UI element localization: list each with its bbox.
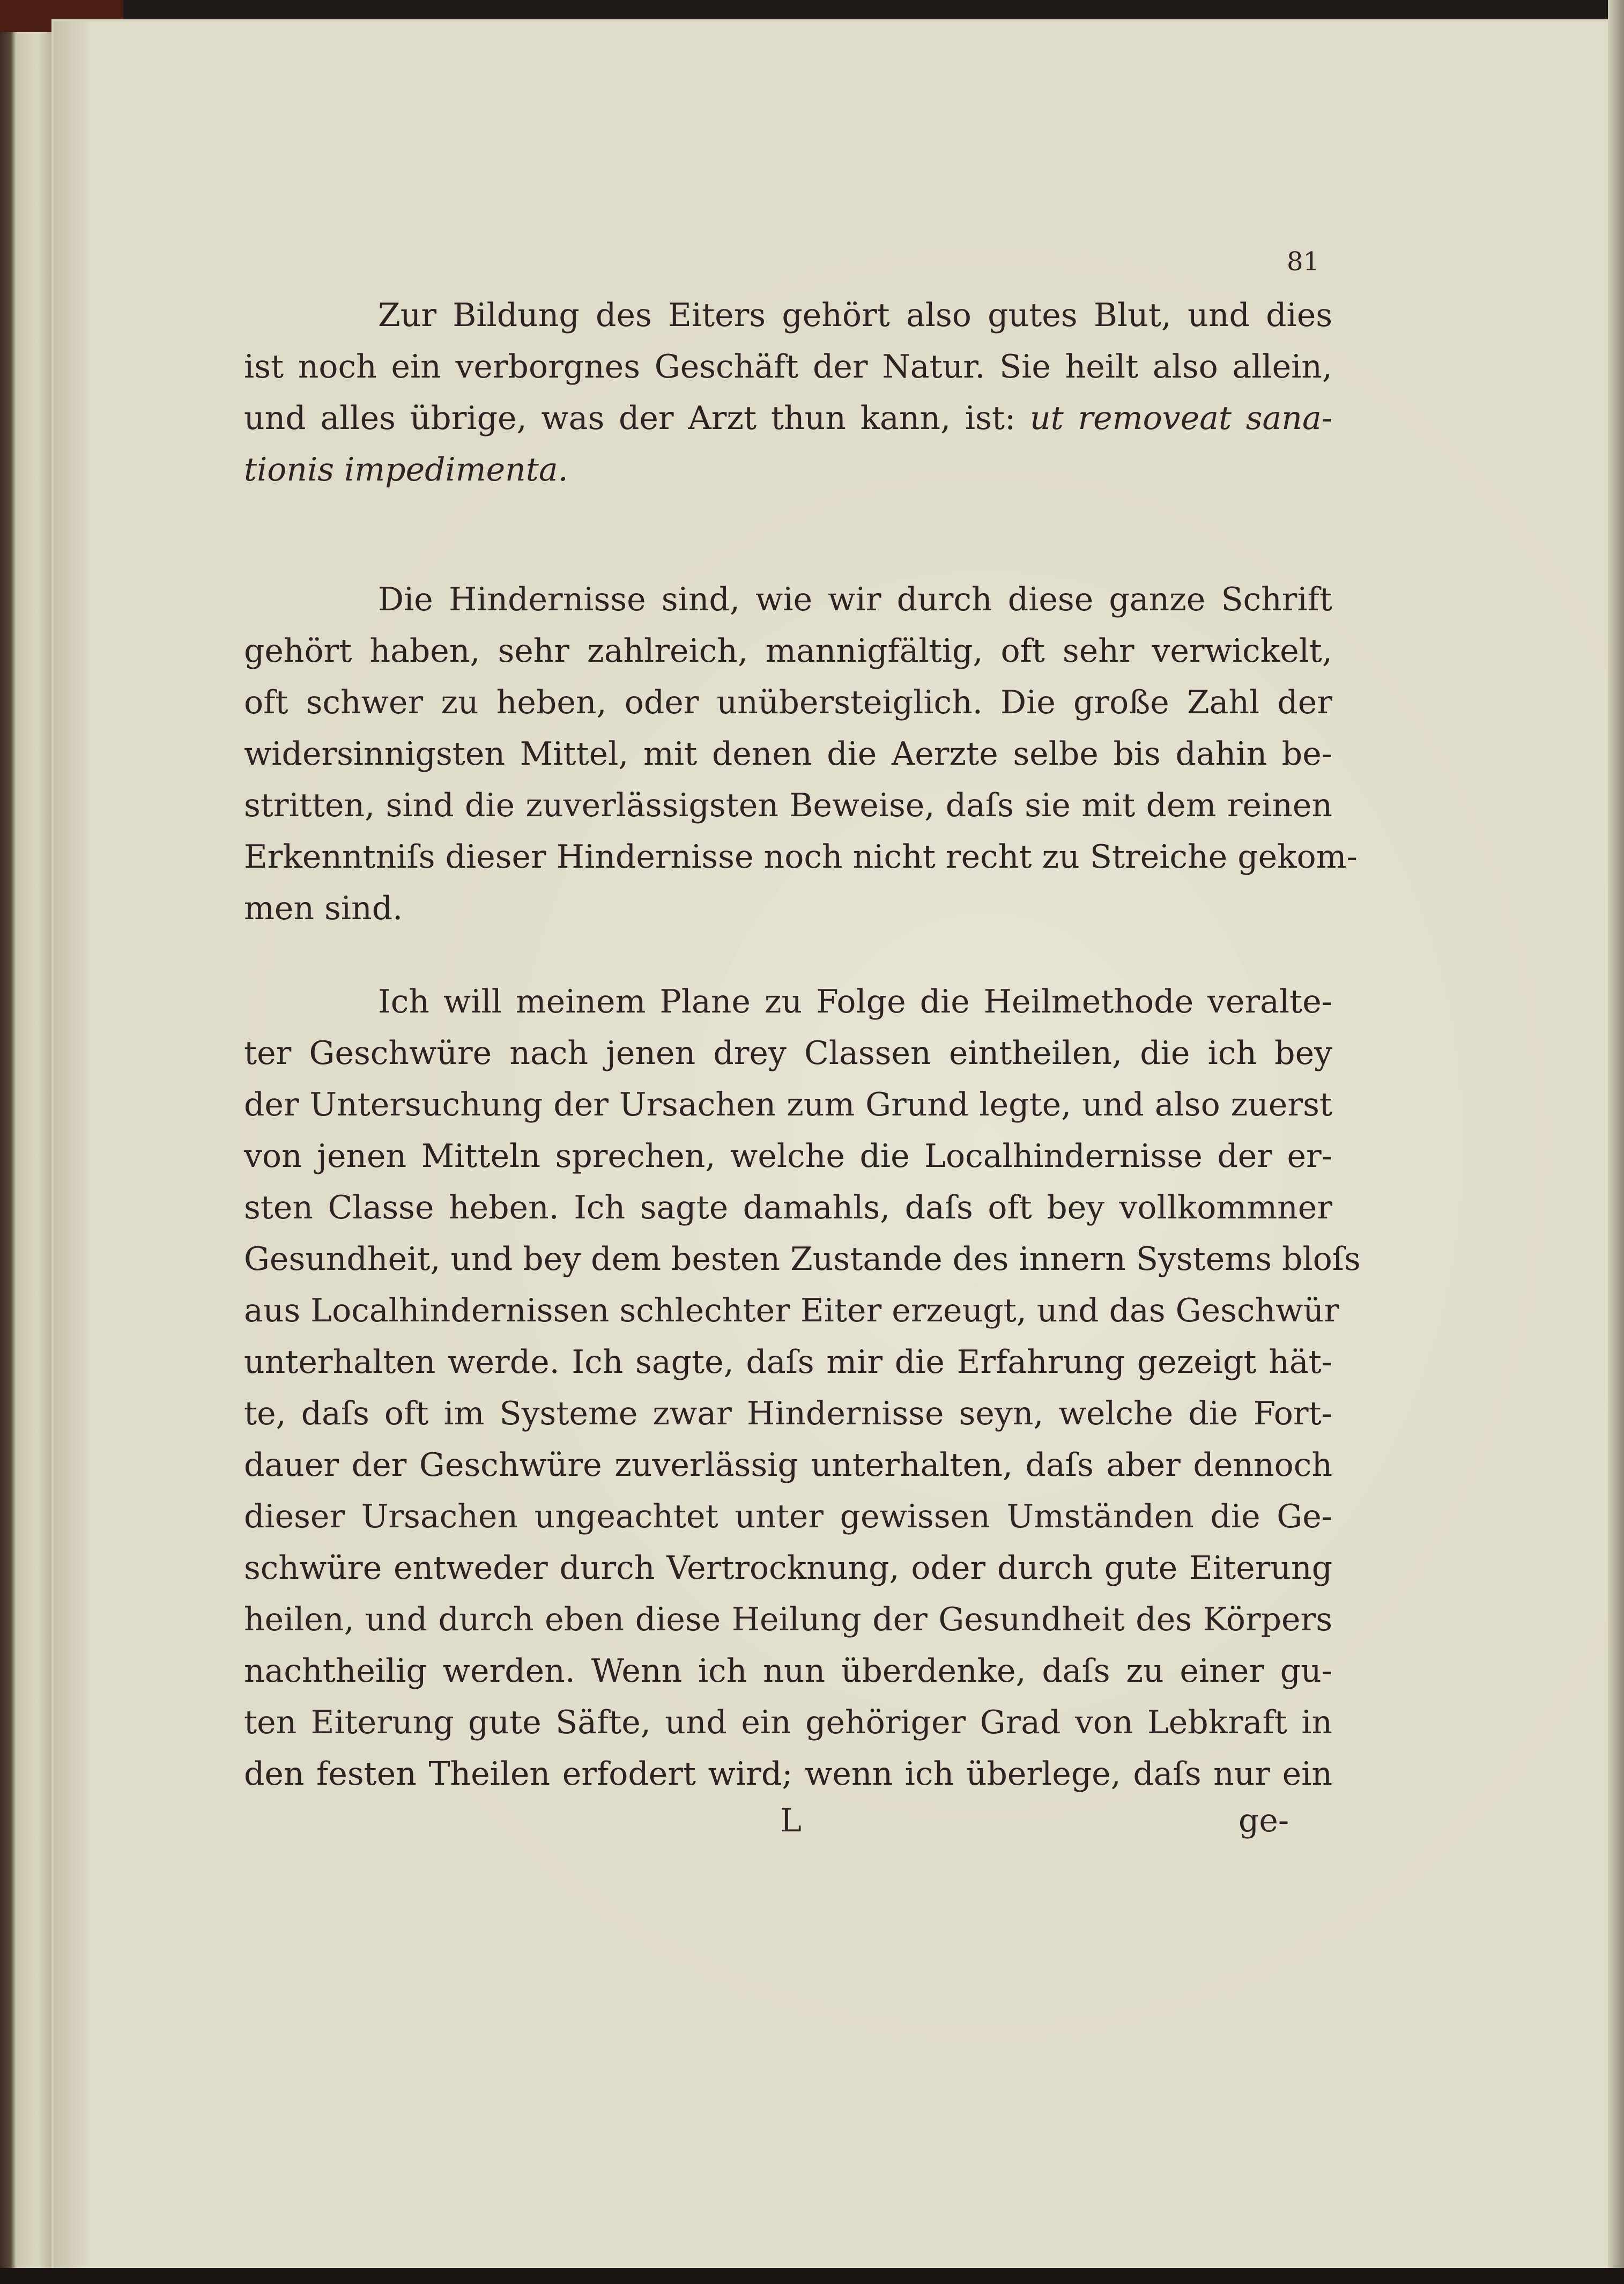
book-page xyxy=(54,21,1608,2268)
text-line: nachtheilig werden. Wenn ich nun überdenke, daſs zu einer gu- xyxy=(244,1652,1332,1690)
text-line: Erkenntniſs dieser Hindernisse noch nicht recht zu Streiche gekom- xyxy=(244,838,1358,876)
text-line: dauer der Geschwüre zuverlässig unterhalten, daſs aber dennoch xyxy=(244,1446,1332,1484)
text-line: gehört haben, sehr zahlreich, mannigfältig, oft sehr verwickelt, xyxy=(244,632,1332,670)
text-line: Gesundheit, und bey dem besten Zustande des innern Systems bloſs xyxy=(244,1240,1361,1278)
text-line: heilen, und durch eben diese Heilung der Gesundheit des Körpers xyxy=(244,1601,1332,1638)
paragraph-2 xyxy=(244,574,1358,934)
text-line: den festen Theilen erfodert wird; wenn ich überlege, daſs nur ein xyxy=(244,1755,1332,1793)
text-line: Zur Bildung des Eiters gehört also gutes Blut, und dies xyxy=(378,297,1332,334)
text-line: dieser Ursachen ungeachtet unter gewissen Umständen die Ge- xyxy=(244,1498,1332,1535)
page-number: 81 xyxy=(1287,247,1320,277)
page-bottom-edge xyxy=(0,2268,1624,2284)
text-line: aus Localhindernissen schlechter Eiter erzeugt, und das Geschwür xyxy=(244,1292,1339,1329)
text-line: schwüre entweder durch Vertrocknung, oder durch gute Eiterung xyxy=(244,1549,1332,1587)
text-line xyxy=(244,393,1332,444)
latin-phrase: ut removeat sana- xyxy=(1029,400,1332,437)
text-line: stritten, sind die zuverlässigsten Beweise, daſs sie mit dem reinen xyxy=(244,787,1332,824)
paragraph-3 xyxy=(244,976,1361,1800)
text-line: ten Eiterung gute Säfte, und ein gehöriger Grad von Lebkraft in xyxy=(244,1704,1332,1741)
paragraph-1 xyxy=(244,290,1332,496)
text-line: sten Classe heben. Ich sagte damahls, daſs oft bey vollkommner xyxy=(244,1189,1332,1226)
page-edge xyxy=(1608,0,1624,2284)
text-line: der Untersuchung der Ursachen zum Grund legte, und also zuerst xyxy=(244,1086,1332,1123)
text-line: men sind. xyxy=(244,890,403,927)
text-line: ter Geschwüre nach jenen drey Classen eintheilen, die ich bey xyxy=(244,1034,1332,1072)
signature-mark: L xyxy=(780,1802,802,1839)
text-line: widersinnigsten Mittel, mit denen die Aerzte selbe bis dahin be- xyxy=(244,735,1332,773)
text-line: ist noch ein verborgnes Geschäft der Natur. Sie heilt also allein, xyxy=(244,348,1332,386)
text-line: oft schwer zu heben, oder unübersteiglich. Die große Zahl der xyxy=(244,684,1332,721)
catchword: ge- xyxy=(1239,1802,1289,1839)
text-line: Ich will meinem Plane zu Folge die Heilmethode veralte- xyxy=(378,983,1332,1021)
latin-phrase-end: tionis impedimenta. xyxy=(244,451,568,489)
text-line: von jenen Mitteln sprechen, welche die Localhindernisse der er- xyxy=(244,1137,1332,1175)
text-line: te, daſs oft im Systeme zwar Hindernisse seyn, welche die Fort- xyxy=(244,1395,1332,1432)
text-line: Die Hindernisse sind, wie wir durch diese ganze Schrift xyxy=(378,581,1332,618)
text-line-roman: und alles übrige, was der Arzt thun kann, ist: xyxy=(244,400,1016,437)
text-line: unterhalten werde. Ich sagte, daſs mir die Erfahrung gezeigt hät- xyxy=(244,1343,1332,1381)
